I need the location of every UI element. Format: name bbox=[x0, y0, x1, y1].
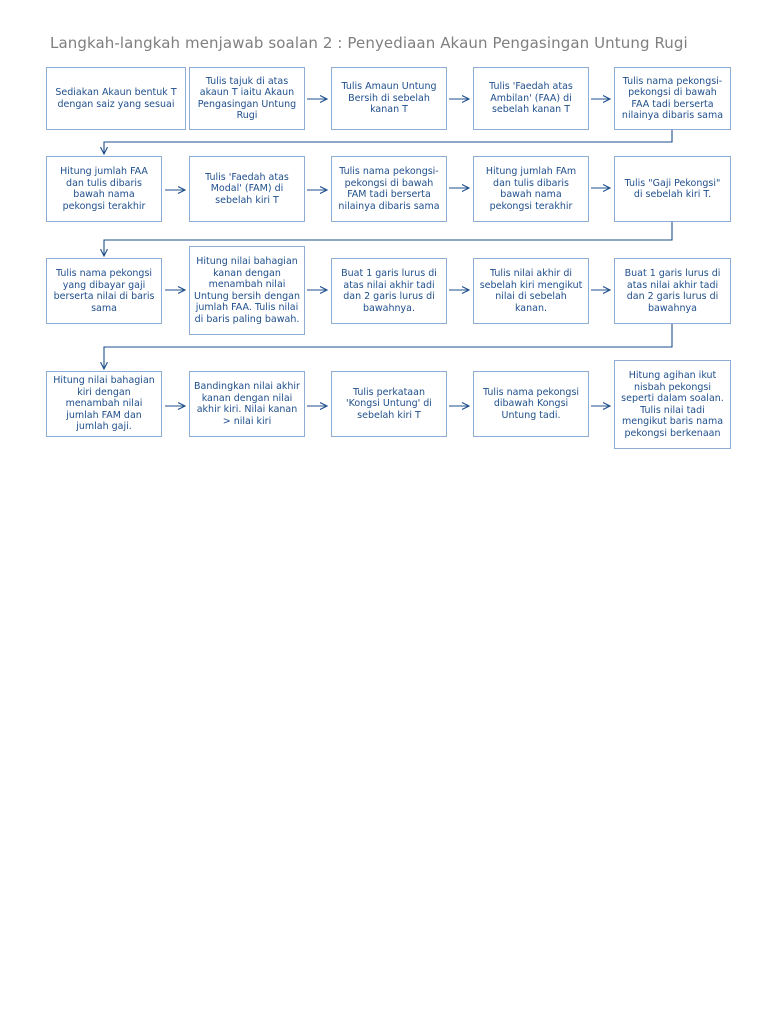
step-box-12 bbox=[189, 246, 305, 335]
step-box-6 bbox=[46, 156, 162, 222]
step-text: Bandingkan nilai akhir kanan dengan nilai akhir kiri. Nilai kanan > nilai kiri bbox=[194, 381, 300, 427]
step-text: Hitung nilai bahagian kiri dengan menambah nilai jumlah FAM dan jumlah gaji. bbox=[53, 375, 155, 433]
step-box-19 bbox=[473, 371, 589, 437]
step-box-17 bbox=[189, 371, 305, 437]
step-text: Tulis nama pekongsi dibawah Kongsi Untung tadi. bbox=[482, 386, 580, 421]
step-text: Tulis 'Faedah atas Modal' (FAM) di sebelah kiri T bbox=[205, 171, 289, 206]
step-text: Tulis tajuk di atas akaun T iaitu Akaun Pengasingan Untung Rugi bbox=[197, 75, 297, 121]
step-text: Tulis perkataan 'Kongsi Untung' di sebelah kiri T bbox=[346, 386, 432, 421]
step-text: Tulis nama pekongsi yang dibayar gaji berserta nilai di baris sama bbox=[53, 268, 155, 314]
step-text: Tulis nilai akhir di sebelah kiri mengikut nilai di sebelah kanan. bbox=[479, 268, 583, 314]
step-box-7 bbox=[189, 156, 305, 222]
step-box-11 bbox=[46, 258, 162, 324]
step-text: Tulis "Gaji Pekongsi" di sebelah kiri T. bbox=[624, 177, 721, 200]
step-box-16 bbox=[46, 371, 162, 437]
step-text: Tulis 'Faedah atas Ambilan' (FAA) di sebelah kanan T bbox=[489, 81, 573, 116]
step-text: Hitung jumlah FAm dan tulis dibaris bawah nama pekongsi terakhir bbox=[485, 166, 577, 212]
step-box-4 bbox=[473, 67, 589, 130]
step-text: Tulis nama pekongsi-pekongsi di bawah FAM tadi berserta nilainya dibaris sama bbox=[338, 166, 440, 212]
step-box-13 bbox=[331, 258, 447, 324]
step-box-5 bbox=[614, 67, 731, 130]
step-text: Hitung nilai bahagian kanan dengan menambah nilai Untung bersih dengan jumlah FAA. Tulis nilai di baris paling bawah. bbox=[194, 256, 300, 325]
step-text: Buat 1 garis lurus di atas nilai akhir tadi dan 2 garis lurus di bawahnya. bbox=[341, 268, 437, 314]
step-box-9 bbox=[473, 156, 589, 222]
step-text: Tulis Amaun Untung Bersih di sebelah kanan T bbox=[341, 81, 437, 116]
step-box-18 bbox=[331, 371, 447, 437]
step-box-2 bbox=[189, 67, 305, 130]
step-text: Hitung agihan ikut nisbah pekongsi seperti dalam soalan. Tulis nilai tadi mengikut baris nama pekongsi berkenaan bbox=[621, 370, 724, 439]
step-text: Buat 1 garis lurus di atas nilai akhir tadi dan 2 garis lurus di bawahnya bbox=[624, 268, 721, 314]
page-title: Langkah-langkah menjawab soalan 2 : Penyediaan Akaun Pengasingan Untung Rugi bbox=[50, 34, 688, 52]
step-text: Sediakan Akaun bentuk T dengan saiz yang sesuai bbox=[55, 87, 177, 110]
step-box-1 bbox=[46, 67, 186, 130]
step-text: Tulis nama pekongsi-pekongsi di bawah FAA tadi berserta nilainya dibaris sama bbox=[621, 75, 724, 121]
step-box-15 bbox=[614, 258, 731, 324]
step-text: Hitung jumlah FAA dan tulis dibaris bawah nama pekongsi terakhir bbox=[60, 166, 148, 212]
step-box-20 bbox=[614, 360, 731, 449]
step-box-3 bbox=[331, 67, 447, 130]
step-box-14 bbox=[473, 258, 589, 324]
row-wrap-arrow bbox=[104, 130, 672, 154]
step-box-8 bbox=[331, 156, 447, 222]
step-box-10 bbox=[614, 156, 731, 222]
flowchart bbox=[0, 0, 768, 470]
